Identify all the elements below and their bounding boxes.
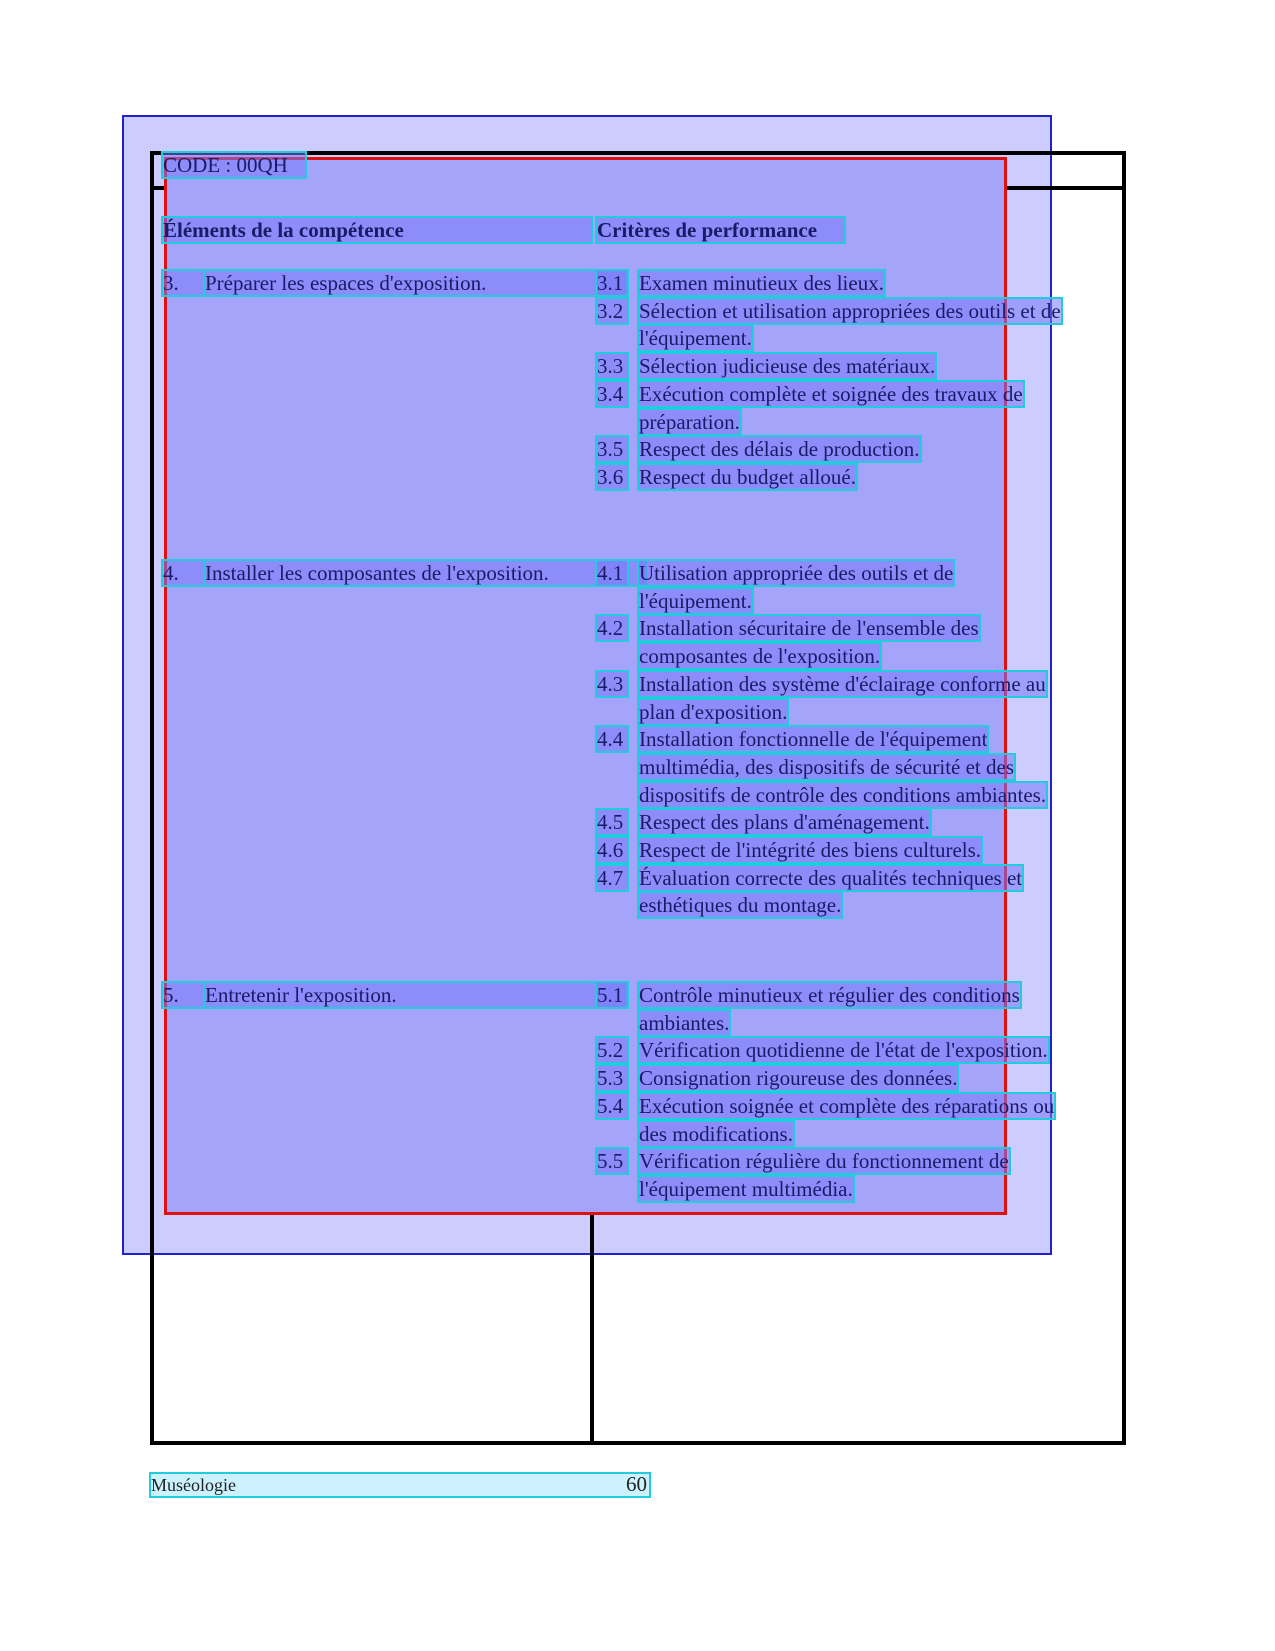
- code-label: CODE : 00QH: [163, 153, 305, 177]
- criterion-text-line: Exécution soignée et complète des réparations ou: [639, 1093, 1055, 1118]
- criterion-text-line: Sélection et utilisation appropriées des outils et de: [639, 298, 1061, 323]
- criterion-text-line: préparation.: [639, 409, 740, 434]
- criterion-text-line: Évaluation correcte des qualités techniques et: [639, 865, 1023, 890]
- criterion-text-line: Installation des système d'éclairage conforme au: [639, 671, 1046, 696]
- criterion-text-line: Utilisation appropriée des outils et de: [639, 561, 954, 585]
- criterion-number: 4.1: [597, 561, 627, 585]
- criterion-text-line: composantes de l'exposition.: [639, 644, 881, 669]
- criterion-text-line: ambiantes.: [639, 1010, 730, 1035]
- criterion-number: 5.4: [597, 1094, 627, 1118]
- criterion-number: 3.3: [597, 354, 627, 378]
- criterion-number: 5.1: [597, 983, 627, 1007]
- criterion-text-line: l'équipement multimédia.: [639, 1176, 853, 1201]
- criterion-text-line: Sélection judicieuse des matériaux.: [639, 354, 936, 379]
- element-number: 4.: [163, 561, 203, 585]
- criterion-text-line: des modifications.: [639, 1121, 793, 1146]
- criteria-header: Critères de performance: [597, 218, 844, 242]
- criterion-text-line: l'équipement.: [639, 326, 752, 351]
- elements-header: Éléments de la compétence: [163, 218, 591, 242]
- criterion-number: 4.7: [597, 866, 627, 890]
- criterion-text-line: dispositifs de contrôle des conditions ambiantes.: [639, 782, 1047, 807]
- element-number: 5.: [163, 983, 203, 1007]
- criterion-number: 5.2: [597, 1038, 627, 1062]
- criterion-text-line: esthétiques du montage.: [639, 893, 842, 918]
- element-number: 3.: [163, 271, 203, 295]
- criterion-text-line: Installation sécuritaire de l'ensemble des: [639, 616, 979, 641]
- criterion-number: 5.3: [597, 1066, 627, 1090]
- criterion-text-line: Respect des délais de production.: [639, 437, 920, 462]
- criterion-number: 3.2: [597, 299, 627, 323]
- criterion-text-line: Vérification régulière du fonctionnement de: [639, 1149, 1009, 1174]
- criterion-number: 4.6: [597, 838, 627, 862]
- criterion-text-line: Examen minutieux des lieux.: [639, 271, 884, 295]
- criterion-text-line: Installation fonctionnelle de l'équipement: [639, 727, 988, 752]
- criterion-text-line: Respect de l'intégrité des biens culturels.: [639, 838, 982, 862]
- element-text: Installer les composantes de l'exposition.: [205, 561, 645, 585]
- criterion-number: 3.4: [597, 382, 627, 406]
- element-text: Préparer les espaces d'exposition.: [205, 271, 625, 295]
- criterion-text-line: Contrôle minutieux et régulier des conditions: [639, 983, 1020, 1007]
- criterion-number: 3.5: [597, 437, 627, 461]
- page-number: 60: [626, 1472, 647, 1496]
- criterion-number: 4.2: [597, 616, 627, 640]
- criterion-text-line: Exécution complète et soignée des travaux de: [639, 381, 1023, 406]
- criterion-text-line: l'équipement.: [639, 588, 752, 613]
- criterion-text-line: Respect des plans d'aménagement.: [639, 810, 930, 835]
- criterion-number: 3.1: [597, 271, 627, 295]
- criterion-number: 4.5: [597, 810, 627, 834]
- criterion-text-line: plan d'exposition.: [639, 699, 788, 724]
- criterion-number: 5.5: [597, 1149, 627, 1173]
- footer-section-title: Muséologie: [151, 1475, 236, 1495]
- criterion-number: 4.3: [597, 672, 627, 696]
- criterion-text-line: Respect du budget alloué.: [639, 464, 856, 489]
- element-text: Entretenir l'exposition.: [205, 983, 625, 1007]
- criterion-number: 3.6: [597, 465, 627, 489]
- criterion-text-line: Vérification quotidienne de l'état de l'exposition.: [639, 1038, 1048, 1063]
- criterion-number: 4.4: [597, 727, 627, 751]
- criterion-text-line: multimédia, des dispositifs de sécurité et des: [639, 754, 1015, 779]
- criterion-text-line: Consignation rigoureuse des données.: [639, 1066, 958, 1091]
